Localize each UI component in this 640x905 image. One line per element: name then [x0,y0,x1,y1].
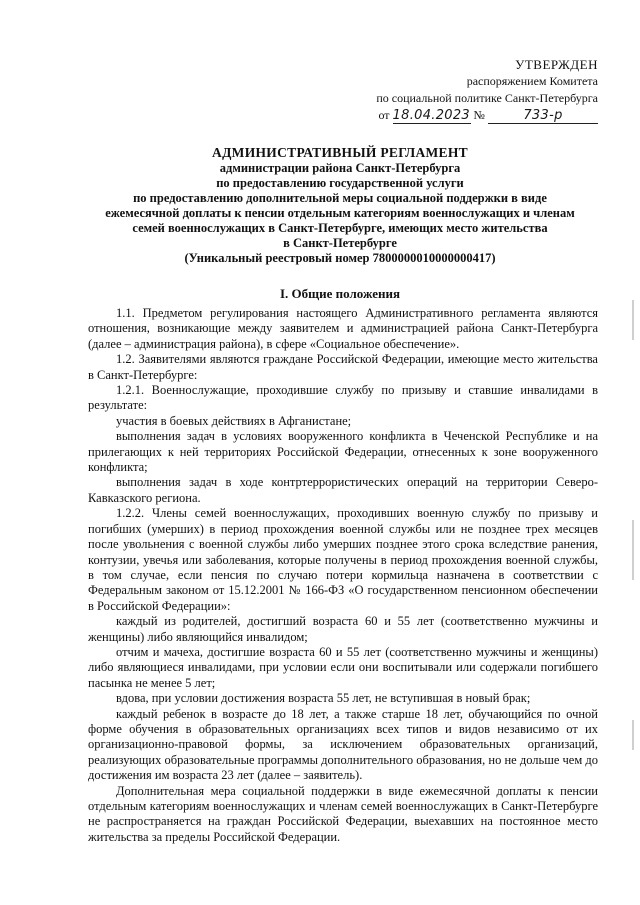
paragraph: выполнения задач в ходе контртеррористических операций на территории Северо-Кавказского региона. [88,475,598,505]
title-line: администрации района Санкт-Петербурга [219,161,461,175]
approval-line-2: по социальной политике Санкт-Петербурга [376,91,598,105]
approval-stamp-block [298,56,598,124]
scan-edge-mark [632,720,634,750]
scan-edge-mark [632,300,634,340]
title-line: в Санкт-Петербурге [283,236,397,250]
approval-date-number-line [298,107,598,124]
registry-number-line: (Уникальный реестровый номер 7800000010000000417) [184,251,496,265]
handwritten-number: 733-р [488,109,598,124]
paragraph: 1.2. Заявителями являются граждане Российской Федерации, имеющие место жительства в Санкт-Петербурге: [88,352,598,382]
approval-heading: УТВЕРЖДЕН [515,57,598,72]
paragraph: вдова, при условии достижения возраста 55 лет, не вступившая в новый брак; [116,691,531,706]
paragraph: каждый из родителей, достигший возраста 60 и 55 лет (соответственно мужчины и женщины) либо являющийся инвалидом; [88,614,598,644]
paragraph: 1.1. Предметом регулирования настоящего Административного регламента являются отношения, возникающие между заявителем и администрацией района Санкт-Петербурга (далее – администрация района), в сфере «Социальное обеспечение». [88,306,598,351]
paragraph: Дополнительная мера социальной поддержки в виде ежемесячной доплаты к пенсии отдельным категориям военнослужащих и членам семей военнослужащих в Санкт-Петербурге не распространяется на граждан Российской Федерации, выехавших на постоянное место жительства за пределы Российской Федерации. [88,783,598,844]
regulation-title-block [80,144,600,266]
title-line: по предоставлению дополнительной меры социальной поддержки в виде [133,191,547,205]
paragraph: 1.2.1. Военнослужащие, проходившие службу по призыву и ставшие инвалидами в результате: [88,383,598,413]
approval-line-1: распоряжением Комитета [466,74,598,88]
paragraph: выполнения задач в условиях вооруженного конфликта в Чеченской Республике и на прилегающих к ней территориях Российской Федерации, отнесенных к зоне вооруженного конфликта; [88,429,598,475]
section-heading: I. Общие положения [280,286,400,301]
regulation-title: АДМИНИСТРАТИВНЫЙ РЕГЛАМЕНТ [212,145,468,160]
paragraph: 1.2.2. Члены семей военнослужащих, проходивших военную службу по призыву и погибших (умерших) в период прохождения военной службы или не позднее трех месяцев после увольнения с военной службы либо умерших позднее этого срока вследствие ранения, контузии, увечья или заболевания, которые получены в период прохождения военной службы, в том случае, если пенсия по случаю потери кормильца назначена в соответствии с Федеральным законом от 15.12.2001 № 166-ФЗ «О государственном пенсионном обеспечении в Российской Федерации»: [88,506,598,613]
title-line: по предоставлению государственной услуги [216,176,464,190]
paragraph: участия в боевых действиях в Афганистане; [116,413,352,428]
number-prefix: № [473,108,485,122]
from-prefix: от [378,108,390,122]
paragraph: каждый ребенок в возрасте до 18 лет, а также старше 18 лет, обучающийся по очной форме обучения в образовательных организациях всех типов и видов независимо от их организационно-правовой формы, за исключением образовательных организаций, реализующих образовательные программы дополнительного образования, но не дольше чем до достижения им возраста 23 лет (далее – заявитель). [88,706,598,783]
handwritten-date: 18.04.2023 [392,108,470,123]
paragraph: отчим и мачеха, достигшие возраста 60 и 55 лет (соответственно мужчины и женщины) либо являющиеся инвалидами, при условии если они воспитывали или содержали погибшего пасынка не менее 5 лет; [88,644,598,690]
document-body [88,306,598,845]
scan-edge-mark [632,520,634,580]
title-line: ежемесячной доплаты к пенсии отдельным категориям военнослужащих и членам [105,206,575,220]
title-line: семей военнослужащих в Санкт-Петербурге, имеющих место жительства [132,221,548,235]
